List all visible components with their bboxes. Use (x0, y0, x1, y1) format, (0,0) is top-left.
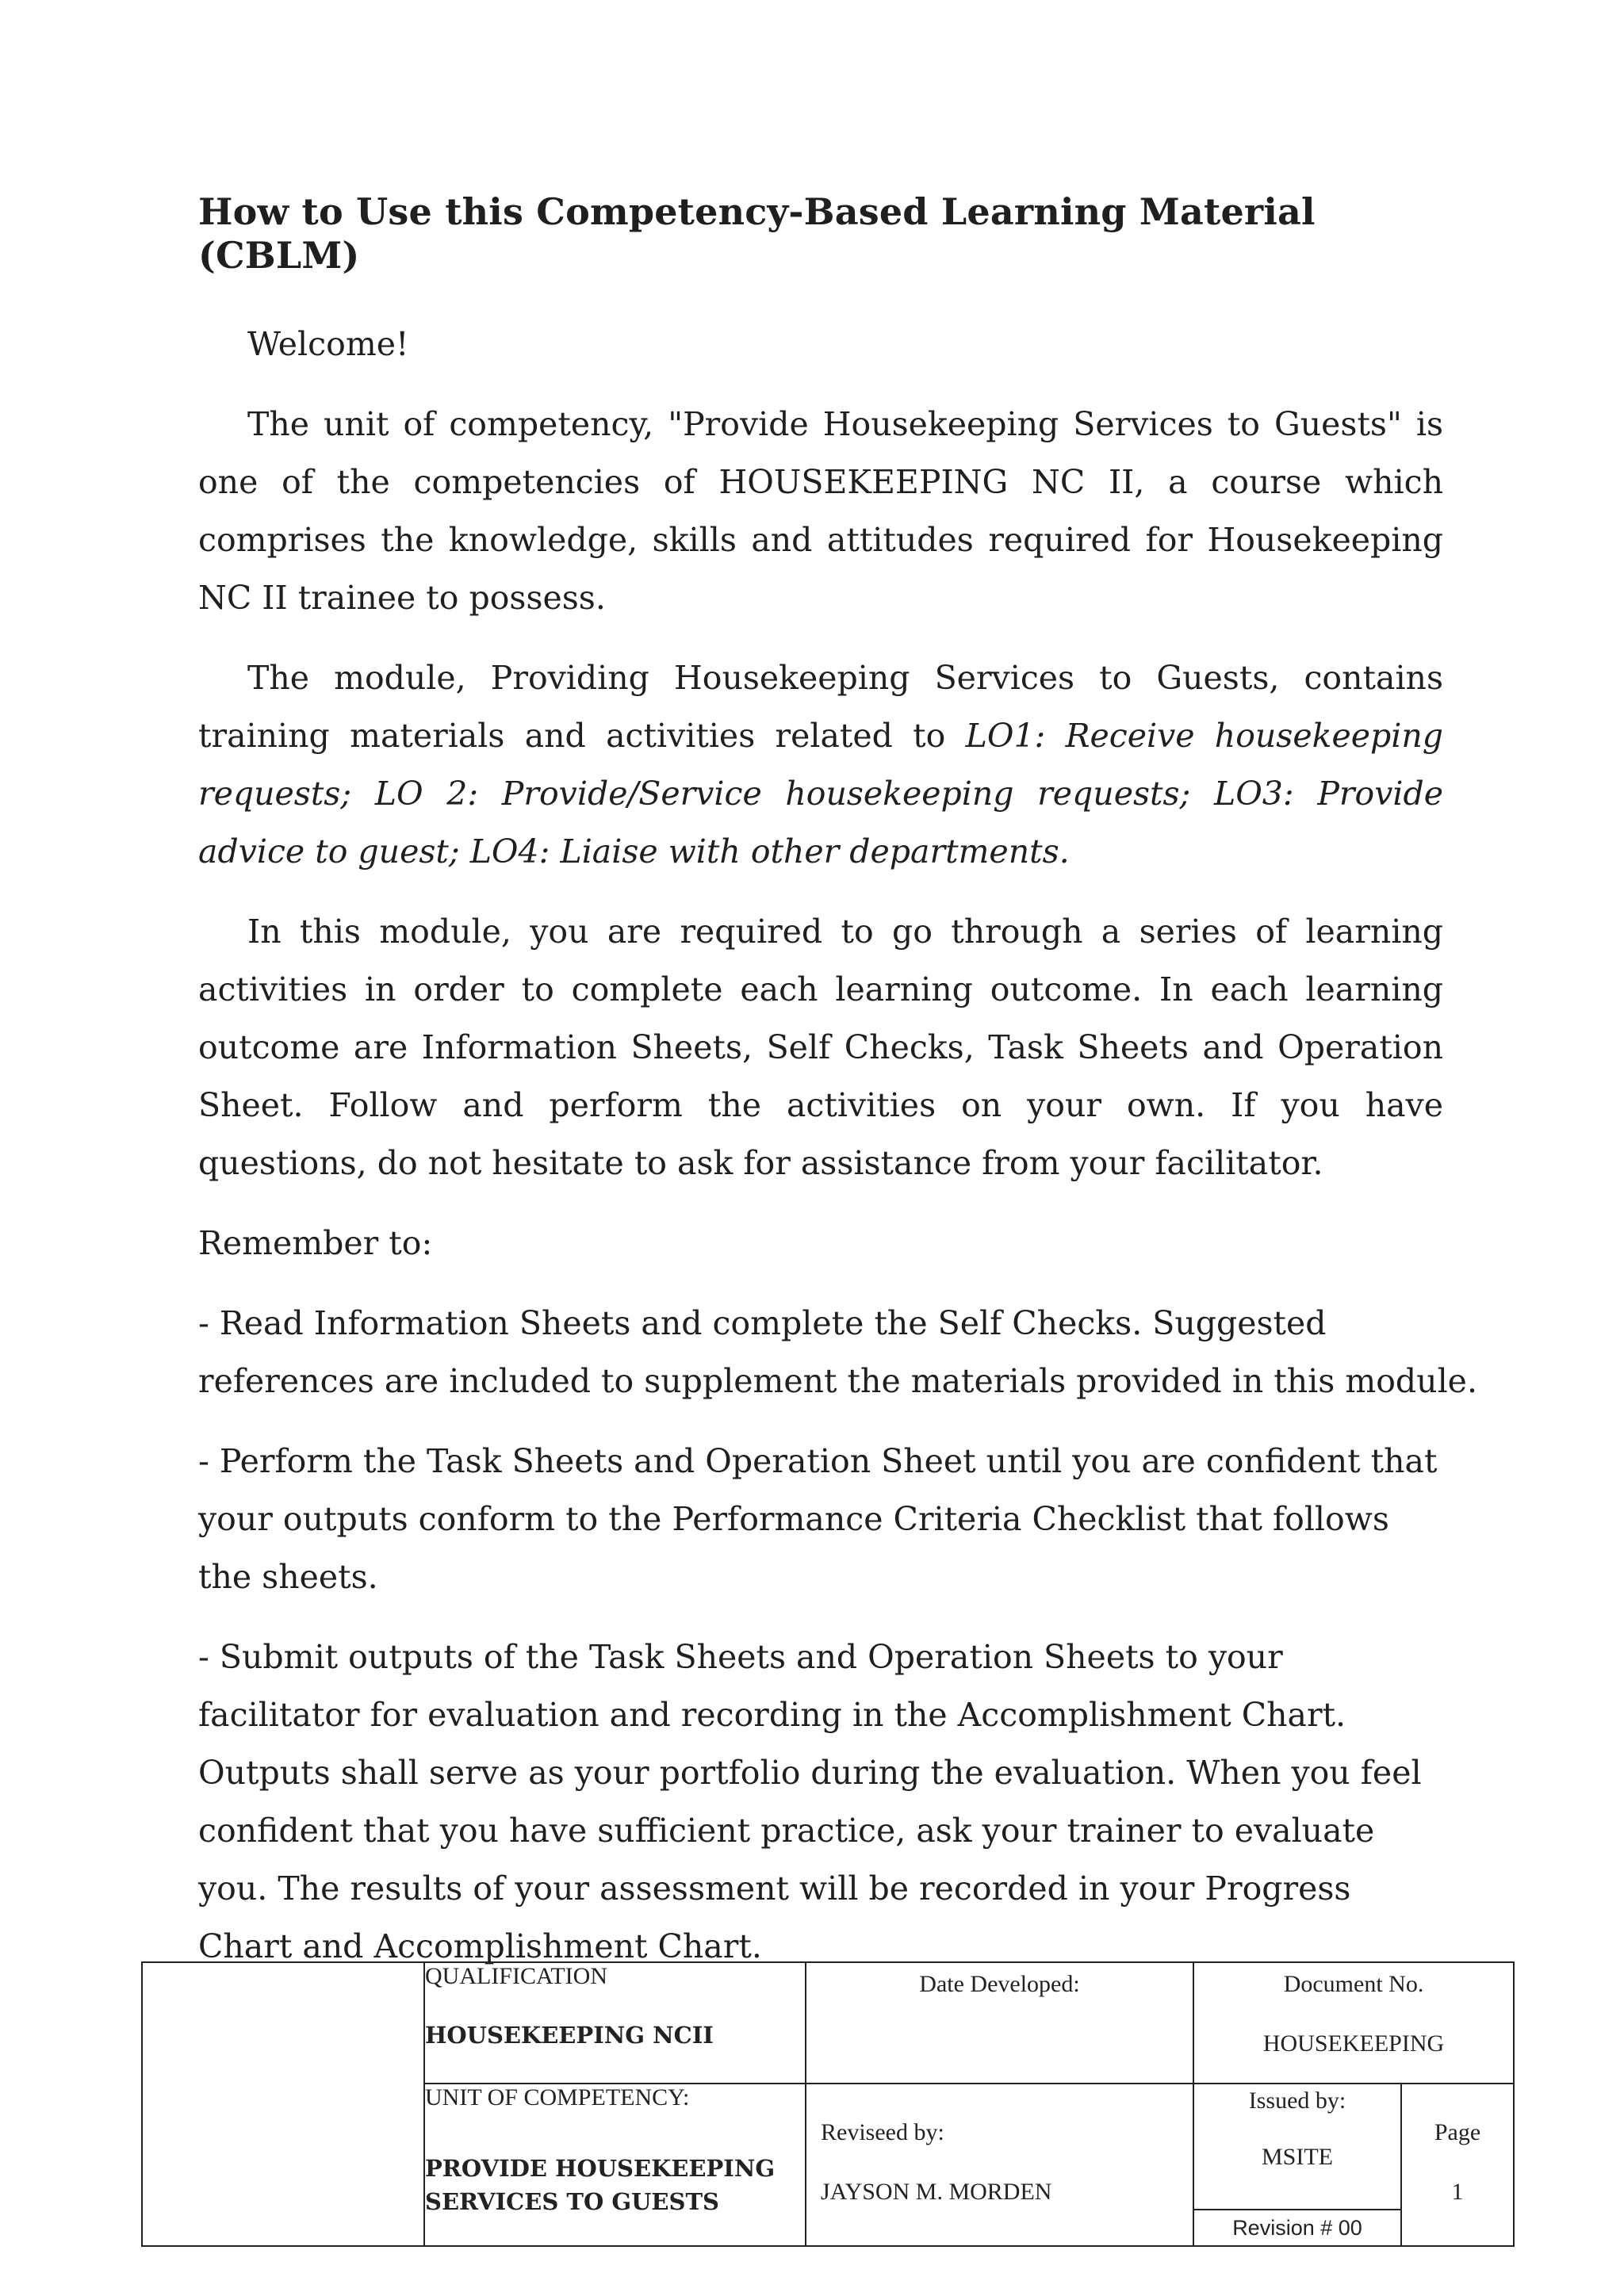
qualification-label: QUALIFICATION (425, 1963, 607, 1989)
date-developed-label: Date Developed: (919, 1971, 1080, 1997)
page-title: How to Use this Competency-Based Learning Material (CBLM) (198, 190, 1316, 277)
qualification-value: HOUSEKEEPING NCII (425, 2021, 714, 2049)
document-number-label: Document No. (1283, 1971, 1424, 1997)
instruction-read-sheets-line1: - Read Information Sheets and complete the Self Checks. Suggested (198, 1304, 1327, 1342)
unit-of-competency-cell (424, 2084, 806, 2246)
learning-outcomes-list: LO1: Receive housekeeping requests; LO 2: Provide/Service housekeeping requests; LO3: Provide advice to guest; LO4: Liaise with other departments. (198, 717, 1443, 871)
revised-by-value: JAYSON M. MORDEN (821, 2178, 1052, 2205)
unit-of-competency-value: PROVIDE HOUSEKEEPING SERVICES TO GUESTS (425, 2154, 776, 2215)
revised-by-label: Reviseed by: (821, 2119, 944, 2145)
document-number-cell (1193, 1962, 1514, 2084)
document-footer-table (141, 1961, 1515, 2247)
logo-cell (142, 1962, 424, 2246)
paragraph-learning-activities: In this module, you are required to go through a series of learning activities in order to complete each learning outcome. In each learning outcome are Information Sheets, Self Checks, Task Sheets and Operation Sheet. Follow and perform the activities on your own. If you have questions, do not hesitate to ask for assistance from your facilitator. (198, 913, 1443, 1182)
module-description-lead: The module, Providing Housekeeping Services to Guests, contains training materials and activities related to (198, 659, 1443, 755)
instruction-read-sheets (198, 1295, 1477, 1410)
remember-heading: Remember to: (198, 1224, 433, 1262)
document-number-value: HOUSEKEEPING (1262, 2030, 1445, 2057)
issued-by-value: MSITE (1262, 2143, 1333, 2170)
issued-by-cell (1193, 2084, 1401, 2246)
date-developed-cell (806, 1962, 1193, 2084)
page-label: Page (1434, 2119, 1481, 2145)
revision-number: Revision # 00 (1194, 2209, 1400, 2245)
welcome-line: Welcome! (247, 325, 409, 363)
paragraph-module-description (198, 649, 1443, 881)
instruction-read-sheets-line2: references are included to supplement the materials provided in this module. (198, 1362, 1477, 1400)
instruction-submit-outputs: - Submit outputs of the Task Sheets and Operation Sheets to your facilitator for evaluation and recording in the Accomplishment Chart. Outputs shall serve as your portfolio during the evaluation. When you feel confident that you have sufficient practice, ask your trainer to evaluate you. The results of your assessment will be recorded in your Progress Chart and Accomplishment Chart. (198, 1638, 1422, 1965)
page-number: 1 (1451, 2178, 1464, 2205)
qualification-cell (424, 1962, 806, 2084)
instruction-perform-tasks: - Perform the Task Sheets and Operation Sheet until you are confident that your outputs conform to the Performance Criteria Checklist that follows the sheets. (198, 1442, 1438, 1596)
document-body (198, 316, 1477, 1998)
page-cell (1401, 2084, 1514, 2246)
paragraph-unit-of-competency: The unit of competency, "Provide Housekeeping Services to Guests" is one of the competencies of HOUSEKEEPING NC II, a course which comprises the knowledge, skills and attitudes required for Housekeeping NC II trainee to possess. (198, 405, 1443, 617)
revised-by-cell (806, 2084, 1193, 2246)
unit-of-competency-label: UNIT OF COMPETENCY: (425, 2084, 690, 2110)
issued-by-label: Issued by: (1248, 2087, 1346, 2114)
